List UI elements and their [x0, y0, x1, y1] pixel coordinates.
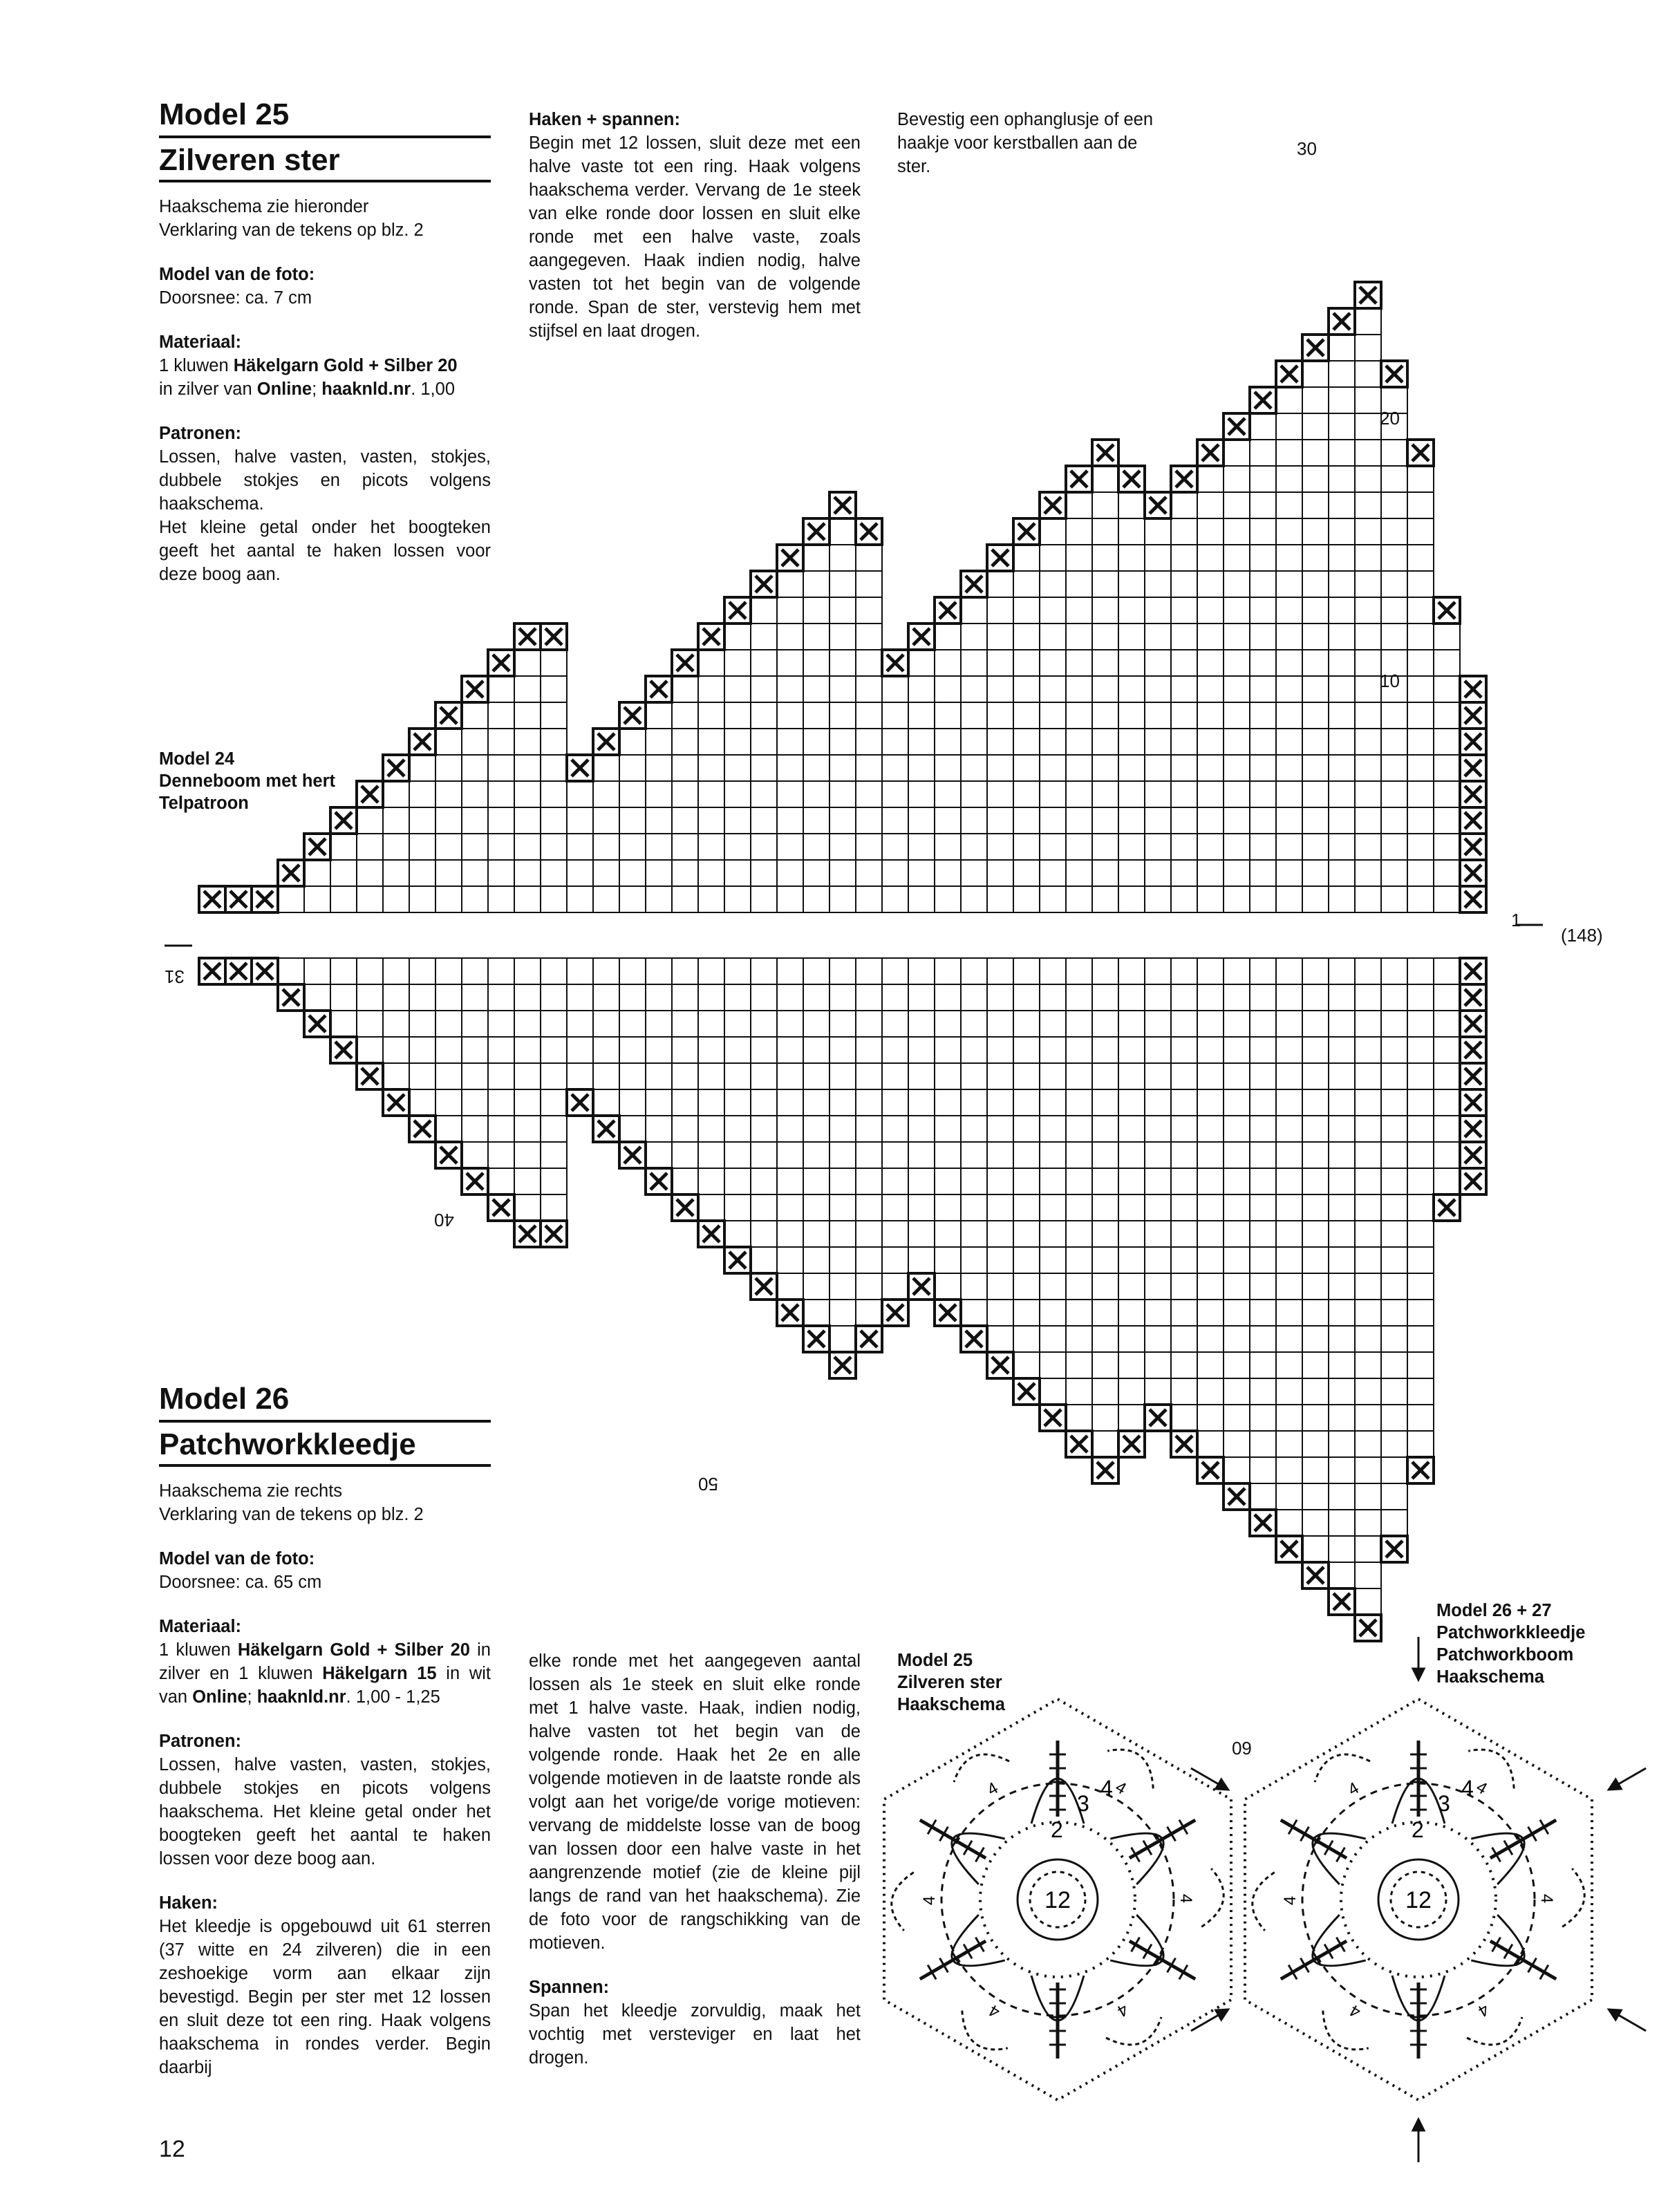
section-text: Doorsnee: ca. 65 cm	[159, 1573, 322, 1592]
model2627-star-diagram	[1188, 1637, 1649, 2162]
section-text: Het kleedje is opgebouwd uit 61 sterren (37 witte en 24 zilveren) die in een zeshoekige vorm aan elkaar zijn bevestigd. Begin per ster met 12 lossen en sluit deze tot een ring. Haak volgens haakschema in rondes verder. Begin daarbij	[159, 1917, 491, 2077]
round-3: 3	[1077, 1791, 1089, 1816]
svg-text:4: 4	[1281, 1895, 1300, 1906]
section-text: elke ronde met het aangegeven aantal lossen als 1e steek en sluit elke ronde met 1 halve vaste. Haak, indien nodig, halve vasten tot het begin van de volgende ronde. Haak het 2e en alle volgende motieven in de laatste ronde als volgt aan het vorige/de vorige motieven: vervang de middelste losse van de boog van lossen door een halve vaste in het aangrenzende motief (zie de kleine pijl langs de rand van het haakschema). Zie de foto voor de rangschikking van de motieven.	[529, 1651, 861, 1953]
svg-text:4: 4	[1344, 1779, 1362, 1800]
model2627-diagram-label: Model 26 + 27 Patchworkkleedje Patchworkboom Haakschema	[1436, 1601, 1586, 1687]
round-3: 3	[1438, 1791, 1450, 1816]
svg-text:4: 4	[1112, 1777, 1130, 1799]
round-2: 2	[1412, 1817, 1424, 1842]
row-label-31: 31	[165, 966, 185, 987]
row-label-30: 30	[1297, 138, 1317, 159]
section-heading: Patronen:	[159, 1732, 242, 1751]
round-2: 2	[1051, 1817, 1063, 1842]
intro-line: Verklaring van de tekens op blz. 2	[159, 221, 424, 240]
model25-name: Zilveren ster	[159, 143, 340, 177]
center-count: 12	[1044, 1887, 1071, 1913]
page-number: 12	[159, 2136, 185, 2162]
section-text: Begin met 12 lossen, sluit deze met een halve vaste tot een ring. Haak volgens haakschema verder. Vervang de 1e steek van elke ronde door lossen en sluit elke ronde met een halve vaste, zoals aangegeven. Haak indien nodig, halve vasten tot het begin van de volgende ronde. Span de ster, verstevig hem met stijfsel en laat drogen.	[529, 133, 861, 341]
section-heading: Model van de foto:	[159, 265, 315, 284]
svg-text:4: 4	[1114, 1999, 1132, 2021]
stitch-count: (148)	[1561, 925, 1603, 946]
row-label-50: 50	[698, 1474, 718, 1494]
section-text: Lossen, halve vasten, vasten, stokjes, dubbele stokjes en picots volgens haakschema. Het kleine getal onder het boogteken geeft het aantal te haken lossen voor deze boog aan.	[159, 1755, 491, 1868]
svg-text:4: 4	[1472, 1777, 1490, 1799]
section-heading: Spannen:	[529, 1978, 610, 1997]
intro-line: Haakschema zie rechts	[159, 1481, 343, 1501]
section-heading: Haken + spannen:	[529, 110, 680, 129]
section-heading: Patronen:	[159, 424, 242, 443]
intro-line: Verklaring van de tekens op blz. 2	[159, 1505, 424, 1524]
model26-number: Model 26	[159, 1382, 290, 1416]
materiaal-text: 1 kluwen Häkelgarn Gold + Silber 20 in zilver van Online; haaknld.nr. 1,00	[159, 356, 458, 399]
model25-star-diagram	[868, 1699, 1247, 2100]
section-heading: Materiaal:	[159, 332, 242, 352]
round-4: 4	[1100, 1776, 1113, 1801]
section-heading: Model van de foto:	[159, 1549, 315, 1568]
svg-text:4: 4	[986, 2000, 1004, 2022]
section-text: Span het kleedje zorvuldig, maak het vochtig met versteviger en laat het drogen.	[529, 2001, 861, 2068]
model25-number: Model 25	[159, 97, 290, 131]
section-text: Bevestig een ophanglusje of een haakje voor kerstballen aan de ster.	[897, 110, 1154, 176]
section-text: Lossen, halve vasten, vasten, stokjes, dubbele stokjes en picots volgens haakschema.	[159, 447, 491, 514]
center-count: 12	[1405, 1887, 1432, 1913]
model26-name: Patchworkkleedje	[159, 1427, 416, 1461]
row-label-1: 1	[1511, 910, 1521, 930]
row-label-60: 60	[1232, 1738, 1252, 1759]
section-text: Doorsnee: ca. 7 cm	[159, 288, 312, 308]
svg-text:4: 4	[920, 1895, 939, 1906]
section-heading: Materiaal:	[159, 1617, 242, 1636]
row-label-40: 40	[434, 1210, 454, 1230]
section-text: Het kleine getal onder het boogteken geeft het aantal te haken lossen voor deze boog aan.	[159, 518, 491, 584]
intro-line: Haakschema zie hieronder	[159, 197, 369, 216]
materiaal-text: 1 kluwen Häkelgarn Gold + Silber 20 in zilver en 1 kluwen Häkelgarn 15 in wit van Online; haaknld.nr. 1,00 - 1,25	[159, 1640, 491, 1707]
round-4: 4	[1461, 1776, 1474, 1801]
row-label-10: 10	[1380, 671, 1400, 691]
section-heading: Haken:	[159, 1893, 218, 1913]
svg-text:4: 4	[1537, 1893, 1556, 1904]
svg-text:4: 4	[1347, 2000, 1365, 2022]
model25-diagram-label: Model 25 Zilveren ster Haakschema	[897, 1651, 1005, 1714]
svg-text:4: 4	[1474, 1999, 1492, 2021]
svg-text:4: 4	[1176, 1893, 1195, 1904]
row-label-20: 20	[1380, 408, 1400, 429]
svg-text:4: 4	[984, 1779, 1002, 1800]
model24-label: Model 24 Denneboom met hert Telpatroon	[159, 749, 336, 813]
